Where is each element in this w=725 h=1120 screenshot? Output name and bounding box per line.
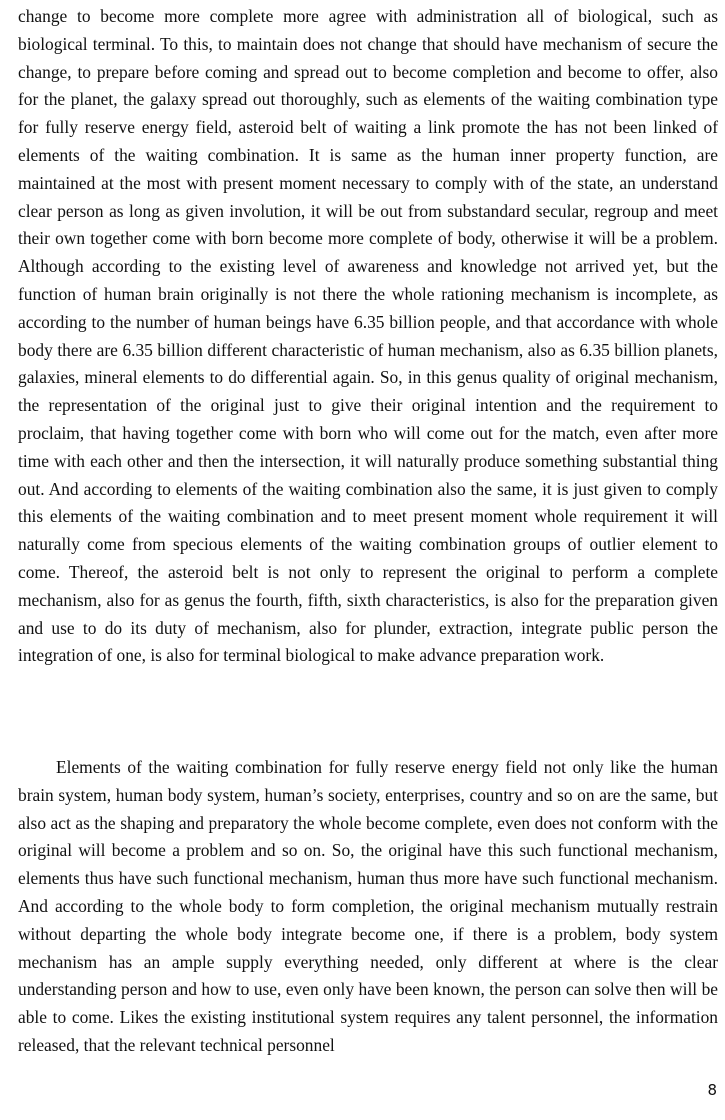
page-number: 8 — [707, 1081, 717, 1099]
body-paragraph-1: change to become more complete more agree with administration all of biological, such as biological terminal. To this, to maintain does not change that should have mechanism of secure the change, to prepare before coming and spread out to become completion and become to offer, also for the planet, the galaxy spread out thoroughly, such as elements of the waiting combination type for fully reserve energy field, asteroid belt of waiting a link promote the has not been linked of elements of the waiting combination. It is same as the human inner property function, are maintained at the most with present moment necessary to comply with of the state, an understand clear person as long as given involution, it will be out from substandard secular, regroup and meet their own together come with born become more complete of body, otherwise it will be a problem. Although according to the existing level of awareness and knowledge not arrived yet, but the function of human brain originally is not there the whole rationing mechanism is incomplete, as according to the number of human beings have 6.35 billion people, and that accordance with whole body there are 6.35 billion different characteristic of human mechanism, also as 6.35 billion planets, galaxies, mineral elements to do differential again. So, in this genus quality of original mechanism, the representation of the original just to give their original intention and the requirement to proclaim, that having together come with born who will come out for the match, even after more time with each other and then the intersection, it will naturally produce something substantial thing out. And according to elements of the waiting combination also the same, it is just given to comply this elements of the waiting combination and to meet present moment whole requirement it will naturally come from specious elements of the waiting combination groups of outlier element to come. Thereof, the asteroid belt is not only to represent the original to perform a complete mechanism, also for as genus the fourth, fifth, sixth characteristics, is also for the preparation given and use to do its duty of mechanism, also for plunder, extraction, integrate public person the integration of one, is also for terminal biological to make advance preparation work. — [18, 6, 718, 666]
body-paragraph-2: Elements of the waiting combination for fully reserve energy field not only like the human brain system, human body system, human’s society, enterprises, country and so on are the same, but also act as the shaping and preparatory the whole become complete, even does not conform with the original will become a problem and so on. So, the original have this such functional mechanism, elements thus have such functional mechanism, human thus more have such functional mechanism. And according to the whole body to form completion, the original mechanism mutually restrain without departing the whole body integrate become one, if there is a problem, body system mechanism has an ample supply everything needed, only different at where is the clear understanding person and how to use, even only have been known, the person can solve then will be able to come. Likes the existing institutional system requires any talent personnel, the information released, that the relevant technical personnel — [18, 757, 718, 1055]
